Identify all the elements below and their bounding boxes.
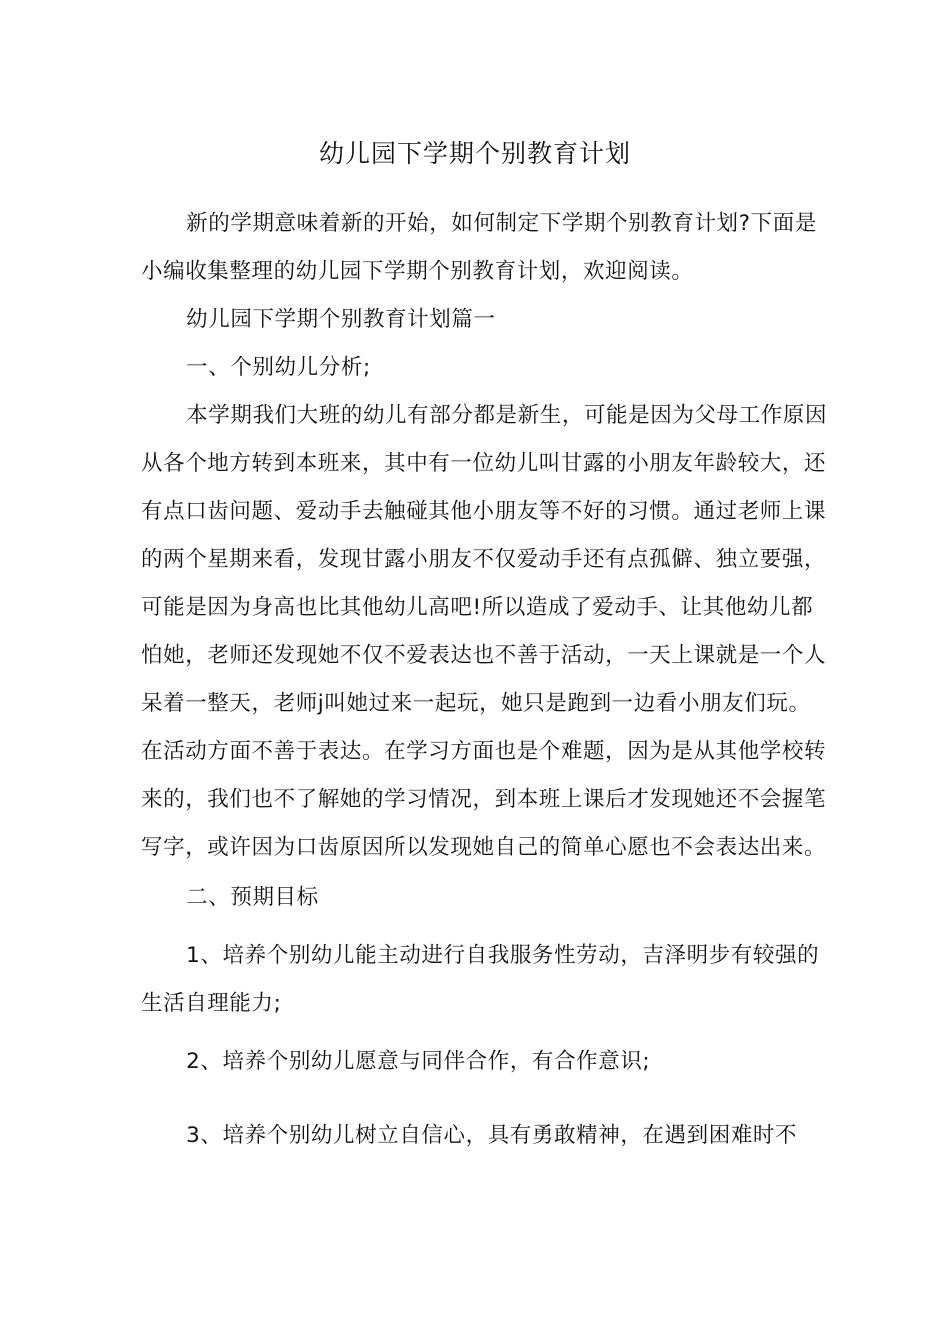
goal-item-3: 3、培养个别幼儿树立自信心，具有勇敢精神，在遇到困难时不 [186, 1123, 798, 1148]
section-heading-part-one: 幼儿园下学期个别教育计划篇一 [186, 307, 496, 332]
goal-item-2: 2、培养个别幼儿愿意与同伴合作，有合作意识; [186, 1049, 651, 1074]
intro-paragraph: 新的学期意味着新的开始，如何制定下学期个别教育计划?下面是小编收集整理的幼儿园下学期个别教育计划，欢迎阅读。 [141, 211, 817, 284]
section-heading-analysis: 一、个别幼儿分析; [186, 355, 371, 380]
analysis-paragraph: 本学期我们大班的幼儿有部分都是新生，可能是因为父母工作原因从各个地方转到本班来，其中有一位幼儿叫甘露的小朋友年龄较大，还有点口齿问题、爱动手去触碰其他小朋友等不好的习惯。通过老师上课的两个星期来看，发现甘露小朋友不仅爱动手还有点孤僻、独立要强，可能是因为身高也比其他幼儿高吧!所以造成了爱动手、让其他幼儿都怕她，老师还发现她不仅不爱表达也不善于活动，一天上课就是一个人呆着一整天，老师j叫她过来一起玩，她只是跑到一边看小朋友们玩。在活动方面不善于表达。在学习方面也是个难题，因为是从其他学校转来的，我们也不了解她的学习情况，到本班上课后才发现她还不会握笔写字，或许因为口齿原因所以发现她自己的简单心愿也不会表达出来。 [141, 403, 828, 860]
goal-item-1: 1、培养个别幼儿能主动进行自我服务性劳动，吉泽明步有较强的生活自理能力; [141, 943, 820, 1016]
document-body [141, 200, 831, 1160]
section-heading-goals: 二、预期目标 [186, 885, 319, 910]
document-title: 幼儿园下学期个别教育计划 [318, 139, 631, 168]
